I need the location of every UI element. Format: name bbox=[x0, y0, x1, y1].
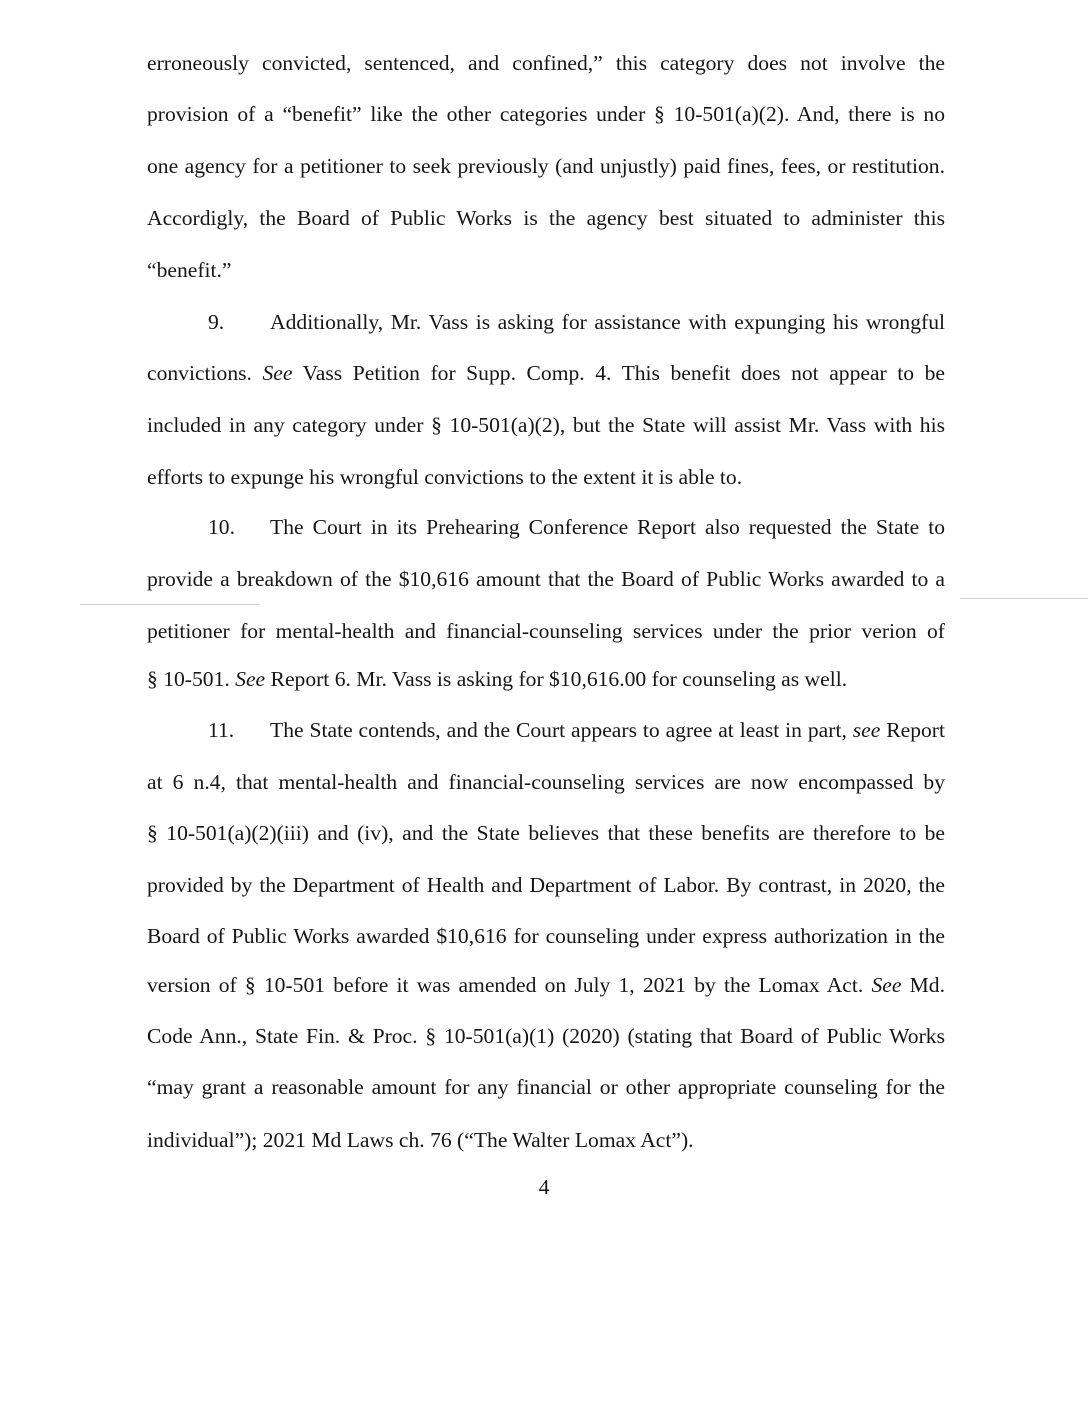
text-line: one agency for a petitioner to seek previously (and unjustly) paid fines, fees, or restitution. bbox=[147, 154, 945, 178]
text-line: convictions. See Vass Petition for Supp. Comp. 4. This benefit does not appear to be bbox=[147, 361, 945, 385]
text-line: at 6 n.4, that mental-health and financial-counseling services are now encompassed by bbox=[147, 770, 945, 794]
paragraph-11-first-line: 11. The State contends, and the Court appears to agree at least in part, see Report bbox=[208, 715, 945, 745]
paragraph-number: 11. bbox=[208, 718, 235, 742]
text-line: Code Ann., State Fin. & Proc. § 10-501(a)(1) (2020) (stating that Board of Public Works bbox=[147, 1024, 945, 1048]
scan-artifact-line bbox=[80, 604, 260, 605]
text-line: efforts to expunge his wrongful convictions to the extent it is able to. bbox=[147, 465, 743, 489]
paragraph-10-first-line: 10. The Court in its Prehearing Conference Report also requested the State to bbox=[208, 512, 945, 542]
text-line: provision of a “benefit” like the other categories under § 10-501(a)(2). And, there is no bbox=[147, 102, 945, 126]
paragraph-number: 9. bbox=[208, 310, 225, 334]
text-line: § 10-501(a)(2)(iii) and (iv), and the State believes that these benefits are therefore to be bbox=[147, 821, 945, 845]
text-line: “benefit.” bbox=[147, 258, 232, 282]
scan-artifact-line bbox=[960, 598, 1088, 599]
text-line: individual”); 2021 Md Laws ch. 76 (“The Walter Lomax Act”). bbox=[147, 1128, 694, 1152]
paragraph-number: 10. bbox=[208, 515, 235, 539]
text-line: Board of Public Works awarded $10,616 for counseling under express authorization in the bbox=[147, 924, 945, 948]
text-line: provided by the Department of Health and Department of Labor. By contrast, in 2020, the bbox=[147, 873, 945, 897]
text-line: petitioner for mental-health and financial-counseling services under the prior verion of bbox=[147, 619, 945, 643]
text-line: version of § 10-501 before it was amended on July 1, 2021 by the Lomax Act. See Md. bbox=[147, 973, 945, 997]
paragraph-9-first-line: 9. Additionally, Mr. Vass is asking for assistance with expunging his wrongful bbox=[208, 307, 945, 337]
text-line: Accordigly, the Board of Public Works is the agency best situated to administer this bbox=[147, 206, 945, 230]
text-line: erroneously convicted, sentenced, and confined,” this category does not involve the bbox=[147, 51, 945, 75]
text-line: provide a breakdown of the $10,616 amount that the Board of Public Works awarded to a bbox=[147, 567, 945, 591]
text-line: included in any category under § 10-501(a)(2), but the State will assist Mr. Vass with his bbox=[147, 413, 945, 437]
page-number: 4 bbox=[538, 1175, 550, 1199]
text-line: “may grant a reasonable amount for any financial or other appropriate counseling for the bbox=[147, 1075, 945, 1099]
text-line: § 10-501. See Report 6. Mr. Vass is asking for $10,616.00 for counseling as well. bbox=[147, 667, 848, 691]
